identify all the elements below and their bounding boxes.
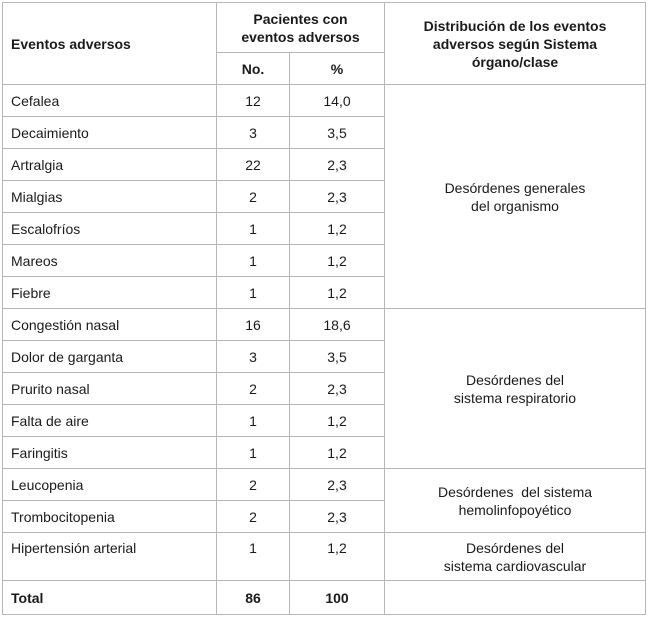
system-hemo-line2: hemolinfopoyético bbox=[458, 501, 572, 518]
system-general-line2: del organismo bbox=[471, 197, 559, 214]
event-pct: 3,5 bbox=[290, 117, 385, 149]
header-no: No. bbox=[217, 53, 290, 85]
header-patients: Pacientes con eventos adversos bbox=[217, 3, 385, 53]
event-pct: 2,3 bbox=[290, 149, 385, 181]
total-empty-cell bbox=[385, 581, 646, 615]
event-pct: 3,5 bbox=[290, 341, 385, 373]
system-cardio-line1: Desórdenes del bbox=[465, 539, 565, 556]
event-name: Cefalea bbox=[3, 85, 217, 117]
total-count: 86 bbox=[217, 581, 290, 615]
event-name: Leucopenia bbox=[3, 469, 217, 501]
event-pct: 1,2 bbox=[290, 437, 385, 469]
system-respiratory-line1: Desórdenes del bbox=[465, 371, 565, 388]
event-pct: 1,2 bbox=[290, 405, 385, 437]
event-count: 1 bbox=[217, 405, 290, 437]
event-pct: 1,2 bbox=[290, 213, 385, 245]
table-row bbox=[3, 309, 646, 341]
system-general-line1: Desórdenes generales bbox=[444, 179, 586, 196]
total-row bbox=[3, 581, 646, 615]
event-count: 2 bbox=[217, 469, 290, 501]
system-hemo-line1: Desórdenes del sistema bbox=[437, 483, 593, 500]
event-pct: 18,6 bbox=[290, 309, 385, 341]
event-name: Falta de aire bbox=[3, 405, 217, 437]
event-name: Faringitis bbox=[3, 437, 217, 469]
event-name: Decaimiento bbox=[3, 117, 217, 149]
event-name: Fiebre bbox=[3, 277, 217, 309]
event-name: Trombocitopenia bbox=[3, 501, 217, 533]
event-count: 22 bbox=[217, 149, 290, 181]
event-count: 12 bbox=[217, 85, 290, 117]
event-pct: 1,2 bbox=[290, 533, 385, 581]
event-name: Hipertensión arterial bbox=[3, 533, 217, 581]
event-count: 1 bbox=[217, 245, 290, 277]
event-pct: 2,3 bbox=[290, 501, 385, 533]
event-count: 1 bbox=[217, 437, 290, 469]
event-count: 16 bbox=[217, 309, 290, 341]
event-count: 3 bbox=[217, 117, 290, 149]
table-row bbox=[3, 533, 646, 581]
event-count: 3 bbox=[217, 341, 290, 373]
header-pct: % bbox=[290, 53, 385, 85]
total-pct: 100 bbox=[290, 581, 385, 615]
event-name: Prurito nasal bbox=[3, 373, 217, 405]
event-pct: 1,2 bbox=[290, 277, 385, 309]
event-pct: 2,3 bbox=[290, 181, 385, 213]
event-count: 1 bbox=[217, 213, 290, 245]
system-respiratory bbox=[385, 309, 646, 469]
event-name: Mialgias bbox=[3, 181, 217, 213]
event-count: 1 bbox=[217, 533, 290, 581]
adverse-events-table bbox=[2, 2, 646, 615]
event-pct: 1,2 bbox=[290, 245, 385, 277]
total-label: Total bbox=[3, 581, 217, 615]
event-pct: 2,3 bbox=[290, 373, 385, 405]
event-count: 1 bbox=[217, 277, 290, 309]
table-row bbox=[3, 85, 646, 117]
table-row bbox=[3, 469, 646, 501]
header-adverse-events: Eventos adversos bbox=[3, 3, 217, 85]
system-cardio-line2: sistema cardiovascular bbox=[443, 557, 587, 574]
event-name: Artralgia bbox=[3, 149, 217, 181]
event-name: Congestión nasal bbox=[3, 309, 217, 341]
header-distribution: Distribución de los eventos adversos según Sistema órgano/clase bbox=[385, 3, 646, 85]
system-hemolymphopoietic bbox=[385, 469, 646, 533]
event-pct: 2,3 bbox=[290, 469, 385, 501]
event-name: Mareos bbox=[3, 245, 217, 277]
event-count: 2 bbox=[217, 373, 290, 405]
event-name: Dolor de garganta bbox=[3, 341, 217, 373]
event-pct: 14,0 bbox=[290, 85, 385, 117]
event-name: Escalofríos bbox=[3, 213, 217, 245]
system-respiratory-line2: sistema respiratorio bbox=[453, 389, 577, 406]
system-cardiovascular bbox=[385, 533, 646, 581]
system-general bbox=[385, 85, 646, 309]
event-count: 2 bbox=[217, 501, 290, 533]
event-count: 2 bbox=[217, 181, 290, 213]
